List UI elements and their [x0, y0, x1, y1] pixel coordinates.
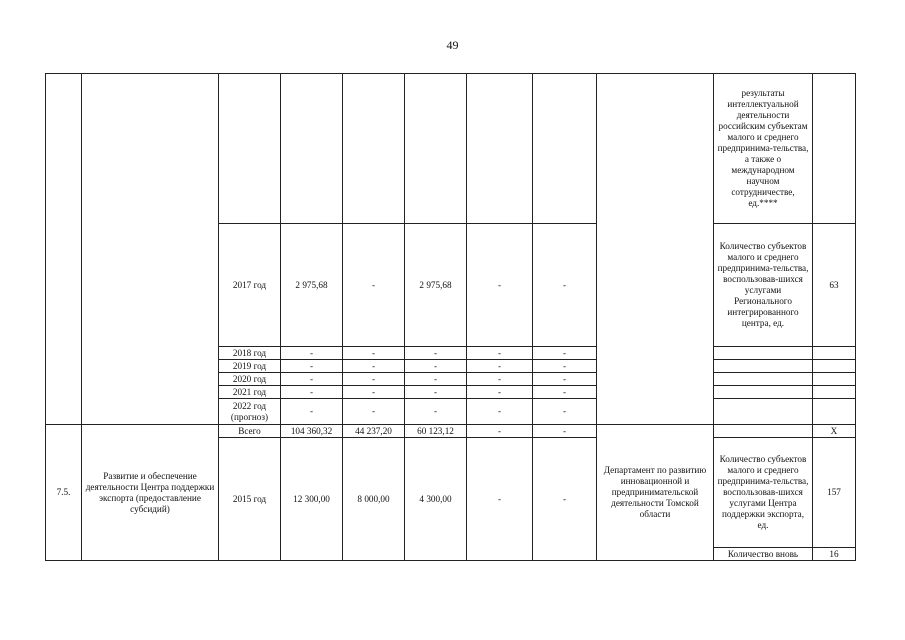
- indicator-value: 63: [813, 224, 856, 347]
- year-cell: 2017 год: [219, 224, 281, 347]
- indicator-name: [714, 425, 813, 438]
- regional-cell: -: [405, 360, 467, 373]
- indicator-name: Количество вновь: [714, 548, 813, 561]
- other-cell: -: [533, 386, 597, 399]
- federal-cell: -: [343, 373, 405, 386]
- indicator-name: [714, 399, 813, 425]
- other-cell: -: [533, 360, 597, 373]
- indicator-value: X: [813, 425, 856, 438]
- year-cell: Всего: [219, 425, 281, 438]
- total-cell: -: [281, 360, 343, 373]
- executor-cell: [597, 74, 714, 425]
- other-cell: -: [533, 347, 597, 360]
- year-cell: 2018 год: [219, 347, 281, 360]
- indicator-name: Количество субъектов малого и среднего предпринима-тельства, воспользовав-шихся услугами Центра поддержки экспорта, ед.: [714, 438, 813, 548]
- year-cell: 2022 год (прогноз): [219, 399, 281, 425]
- total-cell: -: [281, 399, 343, 425]
- regional-cell: [405, 74, 467, 224]
- other-cell: -: [533, 373, 597, 386]
- total-cell: [281, 74, 343, 224]
- other-cell: -: [533, 438, 597, 561]
- regional-cell: -: [405, 347, 467, 360]
- indicator-name: Количество субъектов малого и среднего предпринима-тельства, воспользовав-шихся услугами Регионального интегрированного центра, ед.: [714, 224, 813, 347]
- federal-cell: -: [343, 224, 405, 347]
- local-cell: -: [467, 438, 533, 561]
- year-cell: [219, 74, 281, 224]
- table-row: [46, 425, 856, 438]
- indicator-value: [813, 347, 856, 360]
- name-cell: [82, 74, 219, 425]
- regional-cell: -: [405, 373, 467, 386]
- local-cell: -: [467, 425, 533, 438]
- regional-cell: 4 300,00: [405, 438, 467, 561]
- federal-cell: -: [343, 399, 405, 425]
- executor-cell: Департамент по развитию инновационной и предпринимательской деятельности Томской области: [597, 425, 714, 561]
- federal-cell: 44 237,20: [343, 425, 405, 438]
- indicator-value: [813, 399, 856, 425]
- program-table: [45, 73, 856, 561]
- indicator-name: [714, 347, 813, 360]
- total-cell: -: [281, 373, 343, 386]
- indicator-name: [714, 373, 813, 386]
- local-cell: -: [467, 224, 533, 347]
- page-number: 49: [446, 38, 459, 52]
- local-cell: -: [467, 373, 533, 386]
- indicator-value: [813, 74, 856, 224]
- other-cell: -: [533, 425, 597, 438]
- regional-cell: 2 975,68: [405, 224, 467, 347]
- year-cell: 2019 год: [219, 360, 281, 373]
- indicator-value: [813, 360, 856, 373]
- indicator-value: [813, 386, 856, 399]
- number-cell: [46, 74, 82, 425]
- total-cell: -: [281, 347, 343, 360]
- indicator-name: [714, 386, 813, 399]
- federal-cell: -: [343, 347, 405, 360]
- federal-cell: [343, 74, 405, 224]
- total-cell: 2 975,68: [281, 224, 343, 347]
- regional-cell: -: [405, 399, 467, 425]
- total-cell: -: [281, 386, 343, 399]
- federal-cell: 8 000,00: [343, 438, 405, 561]
- item-name: Развитие и обеспечение деятельности Центра поддержки экспорта (предоставление субсидий): [82, 425, 219, 561]
- federal-cell: -: [343, 386, 405, 399]
- other-cell: -: [533, 224, 597, 347]
- regional-cell: -: [405, 386, 467, 399]
- year-cell: 2021 год: [219, 386, 281, 399]
- total-cell: 12 300,00: [281, 438, 343, 561]
- regional-cell: 60 123,12: [405, 425, 467, 438]
- local-cell: -: [467, 386, 533, 399]
- indicator-name: результаты интеллектуальной деятельности российским субъектам малого и среднего предпринима-тельства, а также о международном научном сотрудничестве, ед.****: [714, 74, 813, 224]
- indicator-value: 157: [813, 438, 856, 548]
- local-cell: -: [467, 399, 533, 425]
- local-cell: -: [467, 360, 533, 373]
- year-cell: 2020 год: [219, 373, 281, 386]
- other-cell: -: [533, 399, 597, 425]
- indicator-value: [813, 373, 856, 386]
- total-cell: 104 360,32: [281, 425, 343, 438]
- year-cell: 2015 год: [219, 438, 281, 561]
- other-cell: [533, 74, 597, 224]
- local-cell: [467, 74, 533, 224]
- federal-cell: -: [343, 360, 405, 373]
- indicator-value: 16: [813, 548, 856, 561]
- indicator-name: [714, 360, 813, 373]
- table-row: [46, 74, 856, 224]
- local-cell: -: [467, 347, 533, 360]
- item-number: 7.5.: [46, 425, 82, 561]
